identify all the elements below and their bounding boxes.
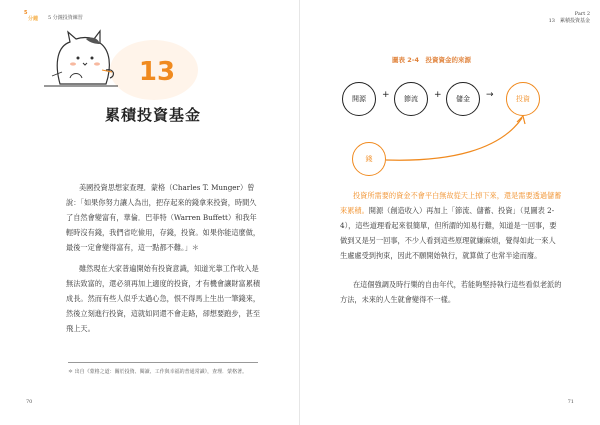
figure-title: 圖表 2-4 投資資金的來源: [392, 56, 472, 64]
paragraph: 雖然現在大家普遍開始有投資意識，知道光靠工作收入是無法致富的，還必須再加上適度的投資，才有機會讓財富累積成長。然而有些人似乎太過心急，恨不得馬上生出一筆錢來，然後立刻進行投資，這就如同還不會走路，卻想要跑步，甚至飛上天。: [66, 264, 261, 333]
highlight-text: 投資所需要的資金不會平白無故從天上掉下來，還是需要透過儲蓄來累積。: [340, 191, 562, 215]
footnote-divider: [68, 362, 258, 363]
logo-number: 5: [24, 10, 28, 16]
cat-illustration-icon: [40, 22, 120, 92]
book-logo: [24, 12, 44, 22]
paragraph-rest: 開源（創造收入）再加上「節流、儲蓄、投資」（見圖表 2-4），這些道理看起來很簡單，但所謂的知易行難，知道是一回事，要做到又是另一回事，不少人看到這些原理就嫌麻煩，覺得如此一來人生處處受到拘束，因此不願開始執行，就算做了也常半途而廢。: [340, 206, 557, 260]
page-number: 71: [567, 399, 574, 405]
node-savings: 儲金: [446, 82, 480, 116]
node-open-source: 開源: [342, 82, 376, 116]
paragraph: 在這個強調及時行樂的自由年代，若能夠堅持執行這些看似老派的方法，未來的人生就會變得不一樣。: [340, 280, 562, 304]
body-text: [66, 180, 262, 336]
running-header-left: [24, 12, 83, 22]
chapter-title: 累積投資基金: [105, 106, 202, 124]
chapter-number: 13: [138, 57, 176, 87]
part-label: Part 2: [574, 11, 590, 17]
logo-word: 分鐘: [28, 16, 39, 22]
book-title: 5 分鐘投資練習: [48, 14, 83, 21]
node-money: 錢: [352, 142, 386, 176]
plus-sign: +: [382, 90, 390, 100]
feedback-curve-arrow-icon: [300, 0, 600, 200]
node-invest: 投資: [506, 82, 540, 116]
paragraph: [340, 188, 562, 263]
page-number: 70: [26, 399, 33, 405]
body-text: [340, 188, 562, 307]
paragraph: 美國投資思想家查理．蒙格（Charles T. Munger）曾說：「如果你努力讓人為出，把存起來的錢拿來投資，時間久了自然會變富有，華倫．巴菲特（Warren Buffett）和我年輕時沒有錢，我們省吃儉用，存錢，投資。如果你能這麼做，最後一定會變得富有，這一點都不難。」＊: [66, 183, 261, 252]
chapter-label: 13 累積投資基金: [548, 18, 590, 24]
right-page: [300, 0, 600, 425]
footnote: ＊ 出自《蒙格之道：關於投資、閱讀、工作與幸福的普通常識》，查理．蒙格著。: [68, 369, 248, 375]
node-save-expense: 節流: [394, 82, 428, 116]
plus-sign: +: [434, 90, 442, 100]
arrow-icon: →: [486, 90, 494, 100]
